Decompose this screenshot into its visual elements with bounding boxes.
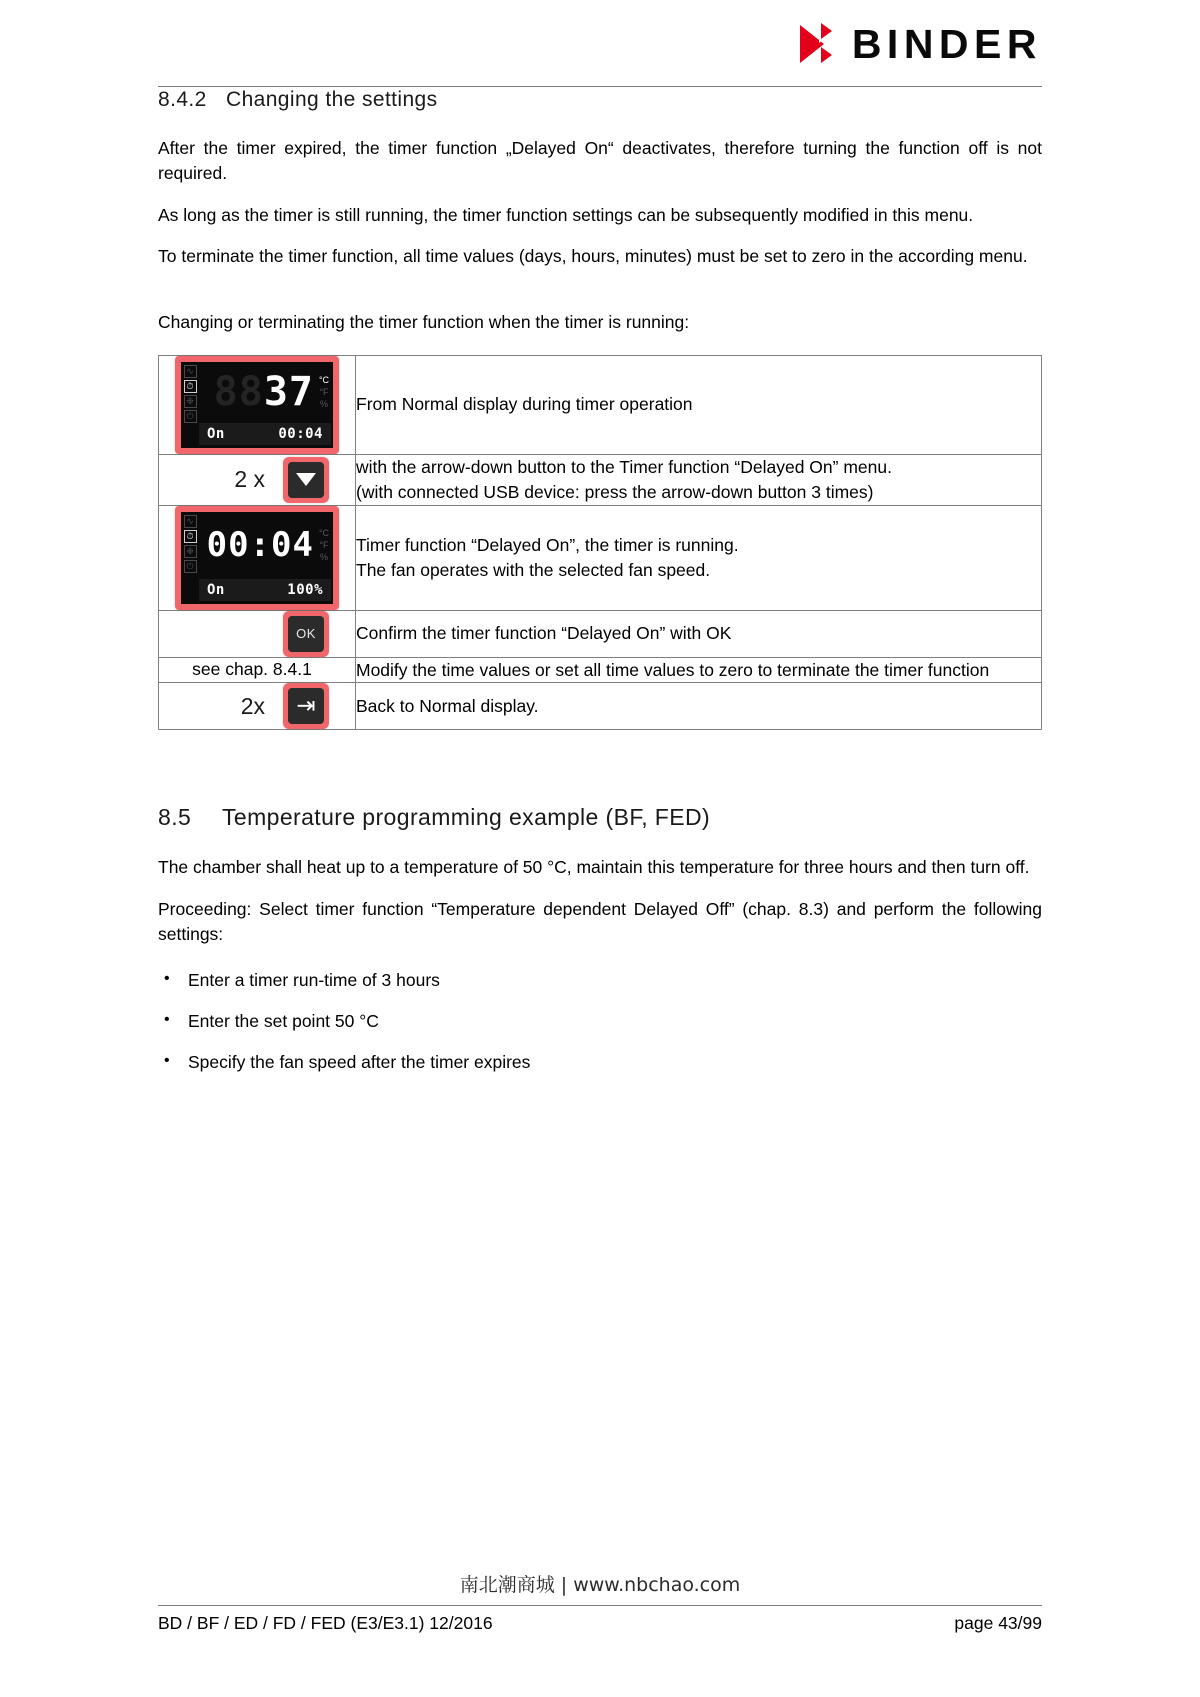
section-number-85: 8.5 <box>158 804 192 831</box>
unit-celsius: °C <box>318 527 330 538</box>
fan-icon: ❉ <box>184 395 197 408</box>
heater-icon: ∿ <box>184 365 197 378</box>
clock-icon: ⏱ <box>184 530 197 543</box>
display-status-left: On <box>207 425 225 442</box>
paragraph-842-3: To terminate the timer function, all time values (days, hours, minutes) must be set to zero in the according menu. <box>158 246 1028 267</box>
power-icon: ⏻ <box>184 560 197 573</box>
paragraph-842-1: After the timer expired, the timer function „Delayed On“ deactivates, therefore turning the function off is not required. <box>158 138 1042 184</box>
table-row <box>159 355 1042 454</box>
binder-logo <box>800 22 1042 66</box>
step-description-cell <box>356 610 1042 657</box>
step-visual-cell <box>159 683 356 730</box>
key-press-count: 2 x <box>234 466 265 493</box>
footer-divider <box>158 1605 1042 1606</box>
clock-icon: ⏱ <box>184 380 197 393</box>
step-visual-cell <box>159 454 356 505</box>
step-description-5: Modify the time values or set all time values to zero to terminate the timer function <box>356 659 990 680</box>
table-row <box>159 657 1042 683</box>
binder-triangles-icon <box>800 22 842 66</box>
step-description-cell <box>356 657 1042 683</box>
brand-name: BINDER <box>851 20 1042 67</box>
unit-percent: % <box>319 398 328 409</box>
step-description-2-line1: with the arrow-down button to the Timer function “Delayed On” menu. <box>356 456 892 477</box>
section-title-842: Changing the settings <box>226 88 438 111</box>
footer-page-number: page 43/99 <box>954 1613 1042 1633</box>
display-status-right: 00:04 <box>278 425 323 442</box>
display-temperature-value: 37 <box>263 369 314 416</box>
unit-celsius: °C <box>318 374 330 385</box>
step-description-3-line2: The fan operates with the selected fan speed. <box>356 559 711 580</box>
step-visual-cell <box>159 355 356 454</box>
step-description-cell <box>356 454 1042 505</box>
paragraph-85-2: Proceeding: Select timer function “Temperature dependent Delayed Off” (chap. 8.3) and perform the following settings: <box>158 898 1042 945</box>
heater-icon: ∿ <box>184 515 197 528</box>
step-visual-cell <box>159 610 356 657</box>
step-description-1: From Normal display during timer operation <box>356 394 693 415</box>
step-description-cell <box>356 683 1042 730</box>
list-item: • Specify the fan speed after the timer expires <box>158 1050 1042 1091</box>
ok-button[interactable] <box>283 611 329 657</box>
key-press-count: 2x <box>240 692 265 719</box>
table-row <box>159 683 1042 730</box>
arrow-down-icon <box>296 473 316 486</box>
unit-fahrenheit: °F <box>319 386 329 397</box>
section-title-85: Temperature programming example (BF, FED) <box>222 804 711 831</box>
steps-table <box>158 355 1042 731</box>
display-status-right: 100% <box>287 581 323 598</box>
step-description-2-line2: (with connected USB device: press the arrow-down button 3 times) <box>356 481 874 502</box>
arrow-down-button[interactable] <box>283 457 329 503</box>
step-visual-cell <box>159 505 356 610</box>
table-row <box>159 454 1042 505</box>
step-description-cell <box>356 355 1042 454</box>
list-item: • Enter a timer run-time of 3 hours <box>158 968 1042 1009</box>
chapter-reference: see chap. 8.4.1 <box>192 659 312 680</box>
display-status-left: On <box>207 581 225 598</box>
table-intro-text: Changing or terminating the timer function when the timer is running: <box>158 311 690 332</box>
unit-percent: % <box>319 551 328 562</box>
section-number-842: 8.4.2 <box>158 88 207 111</box>
page-header <box>158 0 1042 88</box>
watermark-text: 南北潮商城 | www.nbchao.com <box>459 1574 741 1596</box>
step-description-cell <box>356 505 1042 610</box>
controller-display-timer <box>175 506 339 610</box>
step-visual-cell <box>159 657 356 683</box>
step-description-4: Confirm the timer function “Delayed On” with OK <box>356 623 732 644</box>
unit-fahrenheit: °F <box>319 539 329 550</box>
settings-bullet-list <box>158 968 1042 1092</box>
step-description-6: Back to Normal display. <box>356 695 539 716</box>
section-heading-842 <box>158 88 1042 112</box>
fan-icon: ❉ <box>184 545 197 558</box>
footer-document-id: BD / BF / ED / FD / FED (E3/E3.1) 12/2016 <box>158 1613 493 1633</box>
power-icon: ⏻ <box>184 410 197 423</box>
section-heading-85 <box>158 804 1042 831</box>
header-divider <box>158 86 1042 87</box>
display-timer-value: 00:04 <box>206 525 314 566</box>
page-footer <box>158 1613 1042 1634</box>
paragraph-842-2: As long as the timer is still running, the timer function settings can be subsequently modified in this menu. <box>158 204 974 225</box>
table-row <box>159 610 1042 657</box>
list-item: • Enter the set point 50 °C <box>158 1009 1042 1050</box>
table-row <box>159 505 1042 610</box>
display-ghost-digits: 88 <box>213 369 264 416</box>
back-arrow-icon: ⇥ <box>296 692 316 719</box>
controller-display-normal <box>175 356 339 454</box>
step-description-3-line1: Timer function “Delayed On”, the timer is running. <box>356 534 739 555</box>
ok-button-label: OK <box>296 626 316 642</box>
back-button[interactable] <box>283 683 329 729</box>
paragraph-85-1: The chamber shall heat up to a temperature of 50 °C, maintain this temperature for three hours and then turn off. <box>158 857 1030 878</box>
